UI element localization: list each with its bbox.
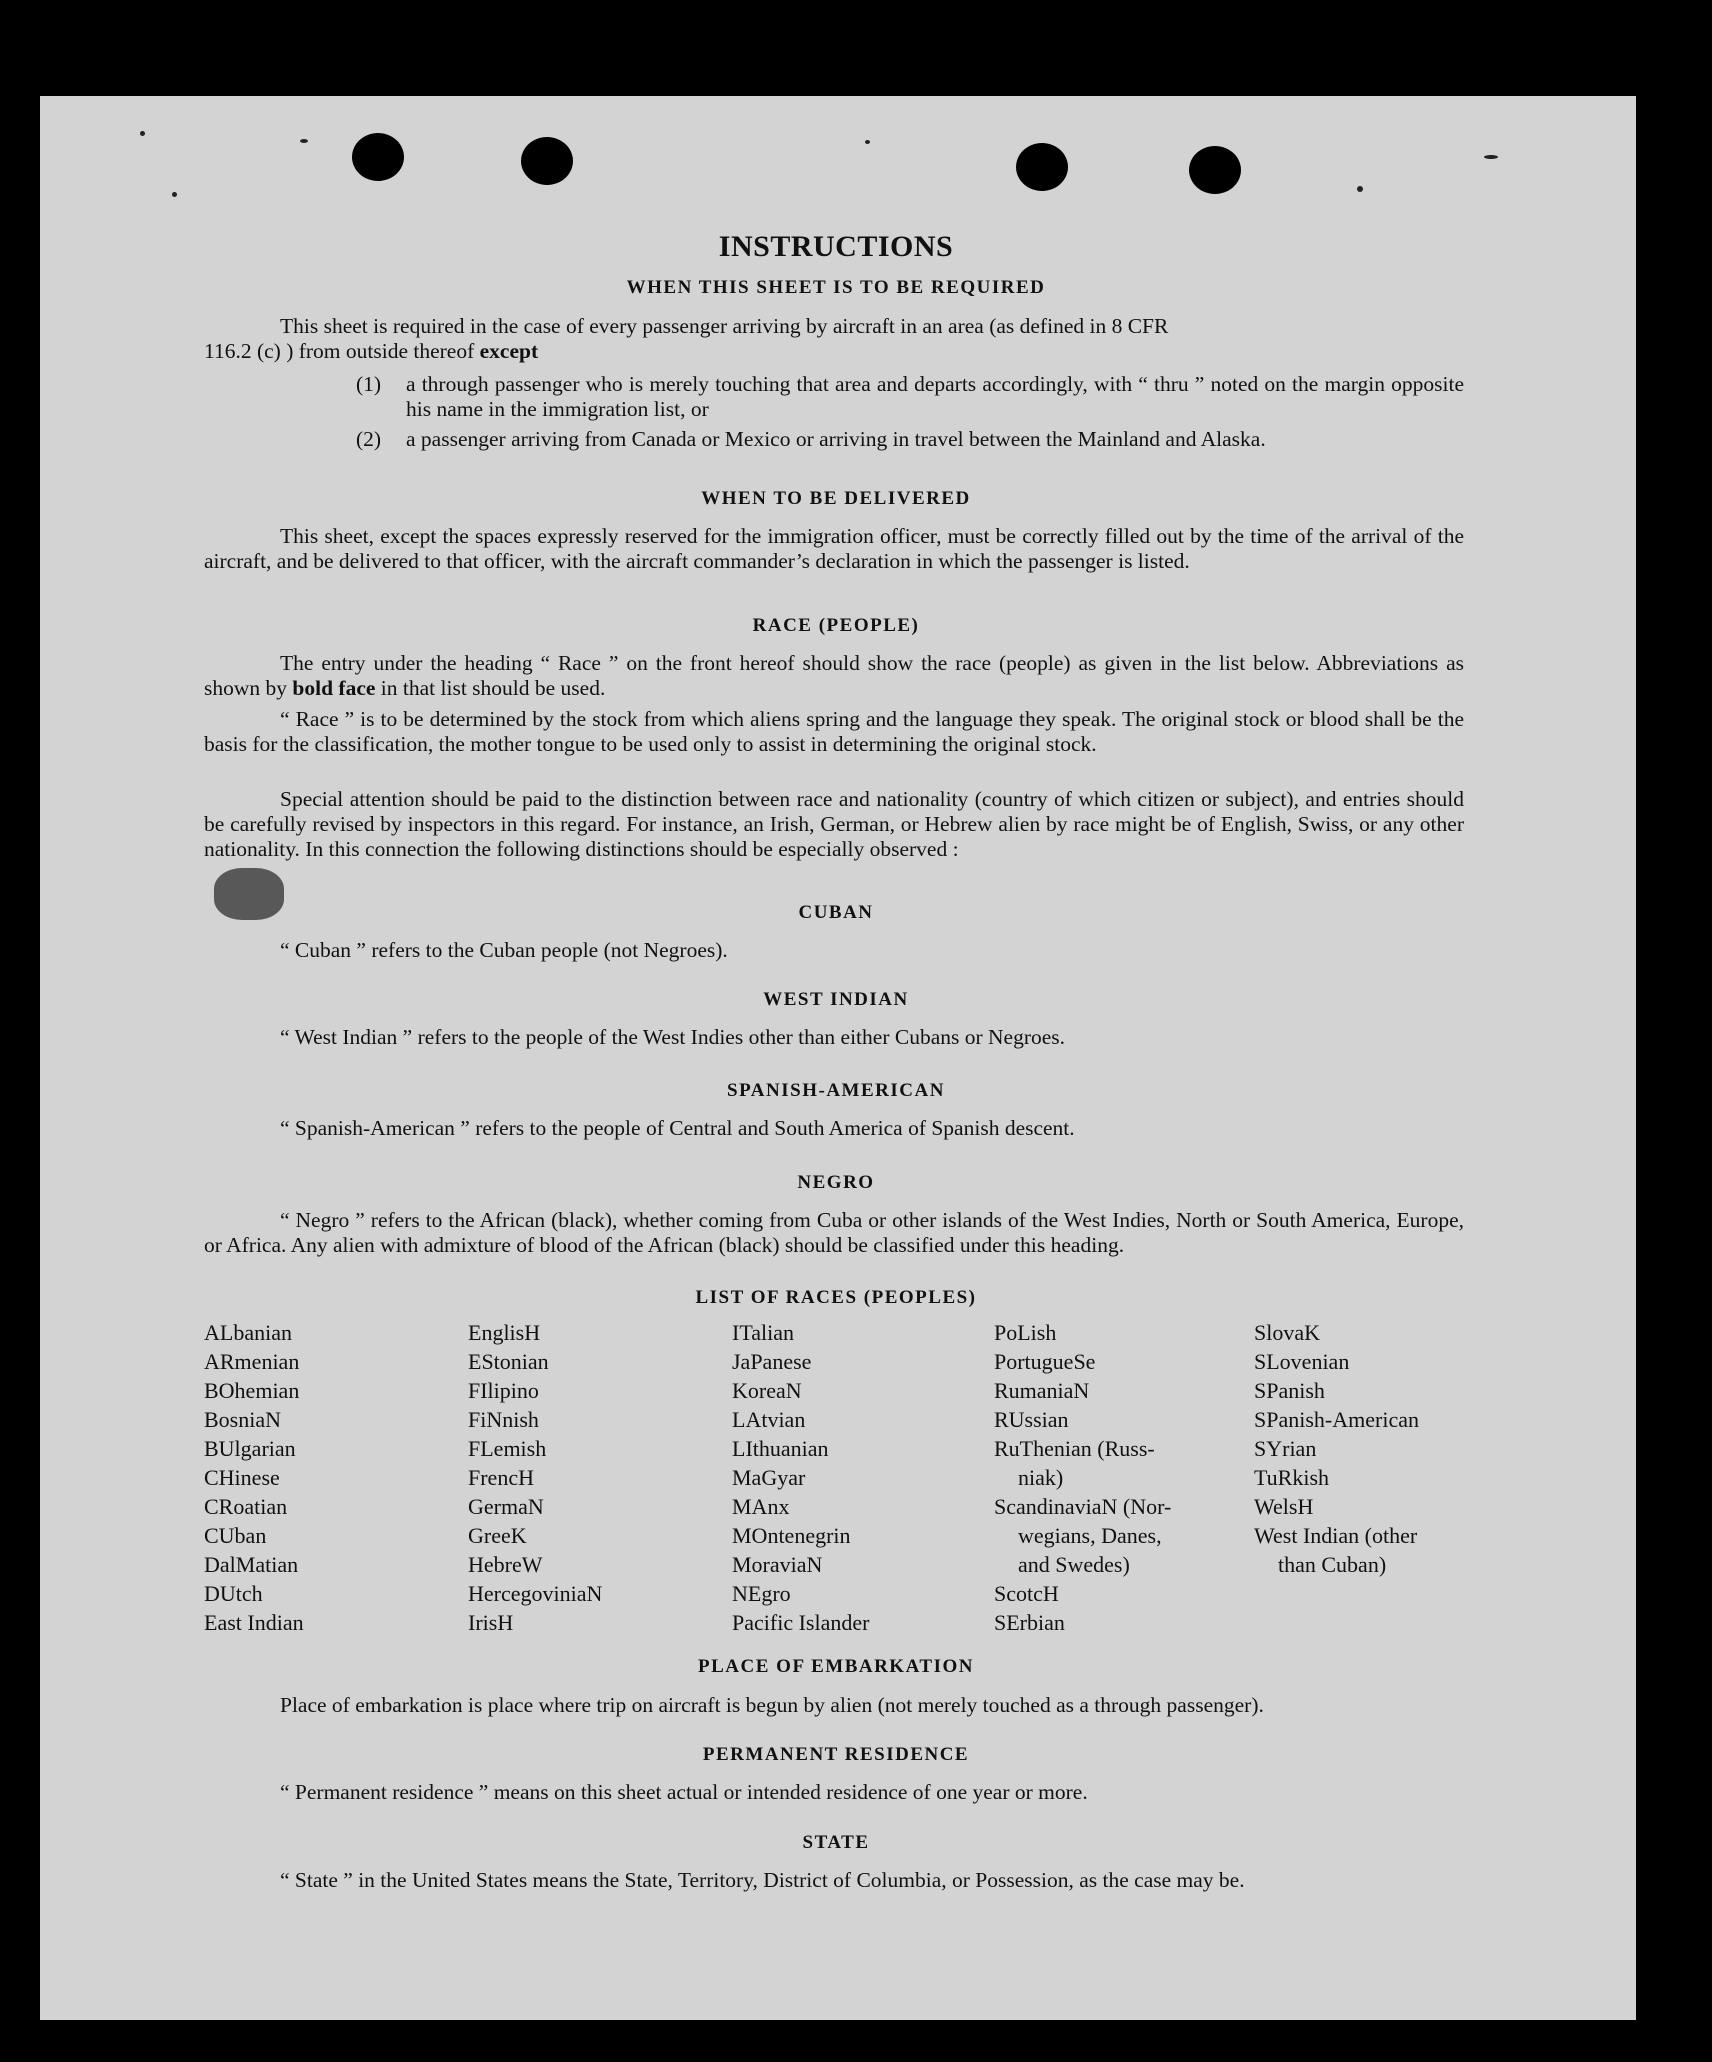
race-entry: FiNnish	[468, 1407, 539, 1432]
race-entry: GermaN	[468, 1494, 544, 1519]
race-entry: TuRkish	[1254, 1465, 1330, 1490]
paragraph-when-required-2	[204, 339, 1464, 364]
paragraph-when-required	[204, 314, 1464, 339]
race-entry: EnglisH	[468, 1320, 541, 1345]
race-entry: CUban	[204, 1523, 267, 1548]
race-entry: than Cuban)	[1278, 1552, 1387, 1577]
heading-state: STATE	[802, 1832, 870, 1853]
race-entry: BUlgarian	[204, 1436, 296, 1461]
west-indian-text: “ West Indian ” refers to the people of the West Indies other than either Cubans or Negroes.	[280, 1025, 1066, 1049]
negro-text	[204, 1208, 1464, 1258]
race-entry: CRoatian	[204, 1494, 288, 1519]
except-bold: except	[479, 339, 539, 363]
race-entry: MaGyar	[732, 1465, 806, 1490]
race-entry: EStonian	[468, 1349, 549, 1374]
race-entry: MOntenegrin	[732, 1523, 851, 1548]
punch-hole	[521, 137, 573, 185]
race-entry: West Indian (other	[1254, 1523, 1418, 1548]
race-entry: FrencH	[468, 1465, 534, 1490]
race-entry: ScandinaviaN (Nor-	[994, 1494, 1172, 1519]
heading-when-required: WHEN THIS SHEET IS TO BE REQUIRED	[626, 277, 1046, 298]
punch-hole	[1016, 143, 1068, 191]
heading-list-of-races: LIST OF RACES (PEOPLES)	[695, 1287, 977, 1308]
race-entry: BosniaN	[204, 1407, 281, 1432]
race-column-4	[994, 1318, 1171, 1637]
race-p3: Special attention should be paid to the distinction between race and nationality (country of which citizen or subject), and entries should be carefully revised by inspectors in this regard. For instance, an Irish, German, or Hebrew alien by race might be of English, Swiss, or any other nationality. In this connection the following distinctions should be especially observed :	[204, 787, 1464, 861]
heading-race: RACE (PEOPLE)	[752, 615, 920, 636]
paragraph-when-delivered	[204, 524, 1464, 574]
race-entry: SErbian	[994, 1610, 1065, 1635]
race-entry: IrisH	[468, 1610, 514, 1635]
race-entry: wegians, Danes,	[1018, 1523, 1162, 1548]
paragraph-race-1	[204, 651, 1464, 701]
cuban-text: “ Cuban ” refers to the Cuban people (not Negroes).	[280, 938, 728, 962]
race-entry: MoraviaN	[732, 1552, 823, 1577]
speck	[1484, 155, 1498, 159]
negro-paragraph: “ Negro ” refers to the African (black), whether coming from Cuba or other islands of the West Indies, North or South America, Europe, or Africa. Any alien with admixture of blood of the African (black) should be classified under this heading.	[204, 1208, 1464, 1257]
spanish-american-text: “ Spanish-American ” refers to the people of Central and South America of Spanish descent.	[280, 1116, 1075, 1140]
race-entry: HercegoviniaN	[468, 1581, 603, 1606]
race-entry: DalMatian	[204, 1552, 299, 1577]
item-text: a passenger arriving from Canada or Mexico or arriving in travel between the Mainland and Alaska.	[406, 427, 1266, 451]
bold-face-label: bold face	[292, 676, 376, 700]
race-column-5	[1254, 1318, 1419, 1579]
race-entry: SLovenian	[1254, 1349, 1350, 1374]
race-entry: RumaniaN	[994, 1378, 1090, 1403]
list-item-2	[356, 427, 1464, 452]
race-entry: BOhemian	[204, 1378, 300, 1403]
paragraph-race-2	[204, 707, 1464, 757]
residence-text: “ Permanent residence ” means on this sheet actual or intended residence of one year or more.	[280, 1780, 1088, 1804]
delivered-text: This sheet, except the spaces expressly reserved for the immigration officer, must be correctly filled out by the time of the arrival of the aircraft, and be delivered to that officer, with the aircraft commander’s declaration in which the passenger is listed.	[204, 524, 1464, 573]
race-column-3	[732, 1318, 869, 1637]
race-entry: SYrian	[1254, 1436, 1317, 1461]
race-entry: ARmenian	[204, 1349, 300, 1374]
paragraph-race-3	[204, 787, 1464, 862]
intro-line2: 116.2 (c) ) from outside thereof	[204, 339, 475, 363]
race-entry: SPanish-American	[1254, 1407, 1419, 1432]
embarkation-text	[204, 1690, 1464, 1720]
race-entry: ALbanian	[204, 1320, 292, 1345]
item-number: (1)	[356, 372, 382, 396]
race-entry: SPanish	[1254, 1378, 1325, 1403]
item-text: a through passenger who is merely touching that area and departs accordingly, with “ thru ” noted on the margin opposite his name in the immigration list, or	[406, 372, 1464, 421]
race-entry: FLemish	[468, 1436, 547, 1461]
race-entry: ScotcH	[994, 1581, 1059, 1606]
race-entry: DUtch	[204, 1581, 263, 1606]
heading-embarkation: PLACE OF EMBARKATION	[698, 1656, 974, 1677]
race-entry: PoLish	[994, 1320, 1057, 1345]
race-entry: PortugueSe	[994, 1349, 1096, 1374]
heading-cuban: CUBAN	[798, 902, 874, 923]
race-entry: RUssian	[994, 1407, 1069, 1432]
list-item-1	[356, 372, 1464, 422]
race-entry: KoreaN	[732, 1378, 802, 1403]
state-text	[204, 1865, 1464, 1896]
race-entry: RuThenian (Russ-	[994, 1436, 1155, 1461]
race-entry: SlovaK	[1254, 1320, 1320, 1345]
punch-hole	[352, 133, 404, 181]
race-p2: “ Race ” is to be determined by the stock from which aliens spring and the language they speak. The original stock or blood shall be the basis for the classification, the mother tongue to be used only to assist in determining the original stock.	[204, 707, 1464, 756]
race-entry: LAtvian	[732, 1407, 806, 1432]
heading-negro: NEGRO	[797, 1172, 875, 1193]
intro-line1: This sheet is required in the case of every passenger arriving by aircraft in an area (as defined in 8 CFR	[280, 314, 1169, 338]
race-entry: East Indian	[204, 1610, 304, 1635]
state-paragraph: “ State ” in the United States means the State, Territory, District of Columbia, or Possession, as the case may be.	[280, 1868, 1245, 1892]
race-entry: NEgro	[732, 1581, 791, 1606]
item-number: (2)	[356, 427, 382, 451]
speck	[1357, 186, 1363, 192]
speck	[865, 140, 870, 144]
race-entry: and Swedes)	[1018, 1552, 1130, 1577]
race-column-2	[468, 1318, 602, 1637]
page-title: INSTRUCTIONS	[718, 230, 954, 263]
speck	[140, 131, 145, 136]
heading-west-indian: WEST INDIAN	[763, 989, 909, 1010]
race-column-1	[204, 1318, 304, 1637]
race-entry: niak)	[1018, 1465, 1064, 1490]
race-entry: CHinese	[204, 1465, 280, 1490]
heading-spanish-american: SPANISH-AMERICAN	[727, 1080, 945, 1101]
race-entry: WelsH	[1254, 1494, 1314, 1519]
embarkation-paragraph: Place of embarkation is place where trip on aircraft is begun by alien (not merely touched as a through passenger).	[280, 1693, 1264, 1717]
heading-residence: PERMANENT RESIDENCE	[702, 1744, 970, 1765]
race-entry: LIthuanian	[732, 1436, 829, 1461]
race-entry: FIlipino	[468, 1378, 539, 1403]
punch-hole	[1189, 146, 1241, 194]
race-p1-a: The entry under the heading “ Race ” on the front hereof should show the race (people) as given in the list below. Abbreviations as shown by	[204, 651, 1464, 700]
race-entry: JaPanese	[732, 1349, 812, 1374]
speck	[300, 139, 308, 143]
race-entry: MAnx	[732, 1494, 790, 1519]
heading-when-delivered: WHEN TO BE DELIVERED	[701, 488, 971, 509]
race-entry: ITalian	[732, 1320, 794, 1345]
speck	[172, 192, 177, 197]
race-p1-c: in that list should be used.	[380, 676, 606, 700]
race-entry: HebreW	[468, 1552, 543, 1577]
race-entry: Pacific Islander	[732, 1610, 870, 1635]
race-entry: GreeK	[468, 1523, 527, 1548]
